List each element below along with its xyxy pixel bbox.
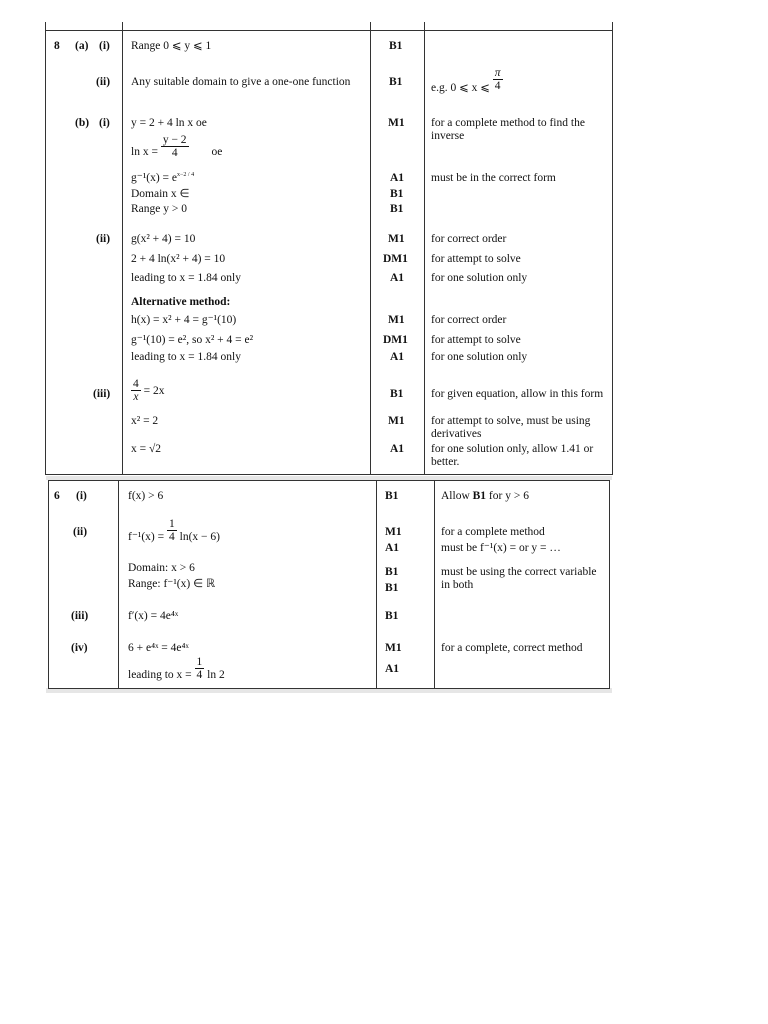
q6-ii-mark2: A1 (385, 542, 400, 554)
q8-alt-mark1: M1 (388, 314, 405, 326)
q6-i-guidance-suffix: for y > 6 (488, 490, 529, 502)
q6-col-divider-3 (434, 480, 435, 689)
q8-b-iii-mark3: A1 (390, 443, 405, 455)
q6-ii-frac-num: 1 (169, 518, 175, 530)
q8-a-ii-label: (ii) (96, 76, 111, 88)
q8-b-ii-guidance2: for attempt to solve (431, 253, 521, 265)
q8-alt-guidance3: for one solution only (431, 351, 528, 363)
q6-iv-line2 (128, 656, 225, 681)
q8-a-ii-fraction (493, 67, 503, 92)
q6-iii-answer: f′(x) = 4e⁴ˣ (128, 610, 179, 622)
q8-bottom-border (45, 474, 613, 475)
q6-ii-guidance1: for a complete method (441, 526, 545, 538)
q6-ii-domain: Domain: x > 6 (128, 562, 195, 574)
q8-b-i-guidance1: for a complete method to find the inverse (431, 117, 585, 142)
q8-a-ii-guidance-text: e.g. 0 ⩽ x ⩽ (431, 82, 490, 95)
q8-a-i-mark: B1 (389, 40, 403, 52)
q6-iii-label: (iii) (71, 610, 89, 622)
q6-iv-guidance: for a complete, correct method (441, 642, 583, 654)
q6-i-mark: B1 (385, 490, 399, 502)
q8-a-ii-mark: B1 (389, 76, 403, 88)
q6-ii-range: Range: f⁻¹(x) ∈ ℝ (128, 578, 216, 590)
q6-i-answer: f(x) > 6 (128, 490, 164, 502)
q6-ii-mark1: M1 (385, 526, 402, 538)
q8-b-i-domain: Domain x ∈ (131, 188, 190, 200)
q6-ii-fraction (167, 518, 177, 543)
q8-b-i-label: (i) (99, 117, 110, 129)
q8-b-iii-guidance2: for attempt to solve, must be using derivatives (431, 415, 591, 440)
q8-col-divider-1 (122, 22, 123, 474)
q8-b-iii-mark1: B1 (390, 388, 404, 400)
q8-col-divider-2 (370, 22, 371, 474)
q8-b-iii-frac-den: x (133, 391, 139, 403)
q8-a-ii-guidance (431, 67, 503, 95)
q8-b-i-frac-num: y − 2 (162, 134, 187, 146)
q8-b-i-mark2: A1 (390, 172, 405, 184)
q6-i-guidance-bold: B1 (472, 490, 487, 502)
q8-a-i-label: (i) (99, 40, 110, 52)
q8-top-border (45, 30, 613, 31)
q8-alt-mark2: DM1 (383, 334, 408, 346)
q6-ii-guidance3: must be using the correct variable in both (441, 566, 597, 591)
q8-b-iii-label: (iii) (93, 388, 111, 400)
q8-b-iii-line1-suffix: = 2x (143, 385, 165, 398)
q8-alt-line2: g⁻¹(10) = e², so x² + 4 = e² (131, 334, 254, 346)
q8-a-ii-frac-den: 4 (494, 80, 501, 92)
q8-alt-guidance2: for attempt to solve (431, 334, 521, 346)
q8-right-border (612, 22, 613, 474)
q8-part-a: (a) (75, 40, 89, 52)
q8-col-divider-3 (424, 22, 425, 474)
q8-b-i-mark4: B1 (390, 203, 404, 215)
q8-alt-guidance1: for correct order (431, 314, 507, 326)
q6-ii-mark3: B1 (385, 566, 399, 578)
q8-b-i-line2-prefix: ln x = (131, 146, 158, 159)
q8-b-iii-fraction (131, 378, 141, 403)
q6-iii-mark: B1 (385, 610, 399, 622)
q8-left-border (45, 22, 46, 474)
q6-ii-frac-den: 4 (169, 531, 175, 543)
q6-top-border (48, 480, 610, 481)
q6-left-border (48, 480, 49, 689)
q8-number: 8 (54, 40, 60, 52)
q6-iv-frac-den: 4 (196, 669, 203, 681)
q6-iv-label: (iv) (71, 642, 88, 654)
q6-i-guidance (441, 490, 529, 503)
q8-b-i-fraction (161, 134, 189, 159)
q8-a-ii-frac-num: π (494, 67, 501, 79)
q6-ii-suffix: ln(x − 6) (179, 531, 220, 544)
q8-b-ii-mark1: M1 (388, 233, 405, 245)
q6-ii-mark4: B1 (385, 582, 399, 594)
q8-b-iii-guidance1: for given equation, allow in this form (431, 388, 604, 400)
q8-alt-line3: leading to x = 1.84 only (131, 351, 241, 363)
q8-b-i-range: Range y > 0 (131, 203, 187, 215)
q8-b-i-line3-exponent: x−2 / 4 (177, 172, 195, 179)
q8-b-i-line3-base: g⁻¹(x) = e (131, 172, 178, 184)
q6-col-divider-2 (376, 480, 377, 689)
q6-iv-mark1: M1 (385, 642, 402, 654)
q6-iv-fraction (195, 656, 205, 681)
q8-b-ii-label: (ii) (96, 233, 111, 245)
q8-b-i-line2-suffix: oe (211, 146, 223, 159)
q8-b-ii-guidance3: for one solution only (431, 272, 528, 284)
q8-b-i-guidance2: must be in the correct form (431, 172, 556, 184)
q8-b-iii-line1 (131, 378, 165, 403)
q8-b-iii-line3: x = √2 (131, 443, 162, 455)
q6-iv-mark2: A1 (385, 663, 400, 675)
q8-b-i-line3 (131, 172, 194, 185)
q8-b-ii-mark2: DM1 (383, 253, 408, 265)
q6-col-divider-1 (118, 480, 119, 689)
q6-ii-prefix: f⁻¹(x) = (128, 531, 165, 544)
q8-b-iii-mark2: M1 (388, 415, 405, 427)
q8-b-iii-frac-num: 4 (133, 378, 139, 390)
q6-right-border (609, 480, 610, 689)
q8-b-i-line2 (131, 134, 222, 159)
q8-b-i-mark3: B1 (390, 188, 404, 200)
q8-b-ii-line2: 2 + 4 ln(x² + 4) = 10 (131, 253, 226, 265)
q6-i-guidance-prefix: Allow (441, 490, 470, 502)
q6-bottom-border (48, 688, 610, 689)
q8-a-ii-answer: Any suitable domain to give a one-one function (131, 76, 351, 88)
q6-i-label: (i) (76, 490, 87, 502)
q6-number: 6 (54, 490, 60, 502)
q6-iv-line2-prefix: leading to x = (128, 669, 192, 682)
q8-part-b: (b) (75, 117, 90, 129)
q8-b-i-line1: y = 2 + 4 ln x oe (131, 117, 207, 129)
q8-alt-line1: h(x) = x² + 4 = g⁻¹(10) (131, 314, 237, 326)
q6-iv-line1: 6 + e⁴ˣ = 4e⁴ˣ (128, 642, 189, 654)
q8-b-iii-line2: x² = 2 (131, 415, 159, 427)
q6-iv-frac-num: 1 (196, 656, 203, 668)
q8-b-ii-guidance1: for correct order (431, 233, 507, 245)
q8-a-i-answer: Range 0 ⩽ y ⩽ 1 (131, 40, 212, 52)
q6-ii-line1 (128, 518, 220, 543)
q8-b-ii-mark3: A1 (390, 272, 405, 284)
q8-b-ii-line3: leading to x = 1.84 only (131, 272, 241, 284)
q8-b-ii-line1: g(x² + 4) = 10 (131, 233, 196, 245)
q8-b-i-frac-den: 4 (171, 147, 178, 159)
q8-b-iii-guidance3: for one solution only, allow 1.41 or better. (431, 443, 594, 468)
q6-ii-guidance2: must be f⁻¹(x) = or y = … (441, 542, 561, 554)
q6-ii-label: (ii) (73, 526, 88, 538)
q8-b-i-mark1: M1 (388, 117, 405, 129)
q6-iv-line2-suffix: ln 2 (207, 669, 225, 682)
q8-alt-heading: Alternative method: (131, 296, 231, 308)
q8-alt-mark3: A1 (390, 351, 405, 363)
